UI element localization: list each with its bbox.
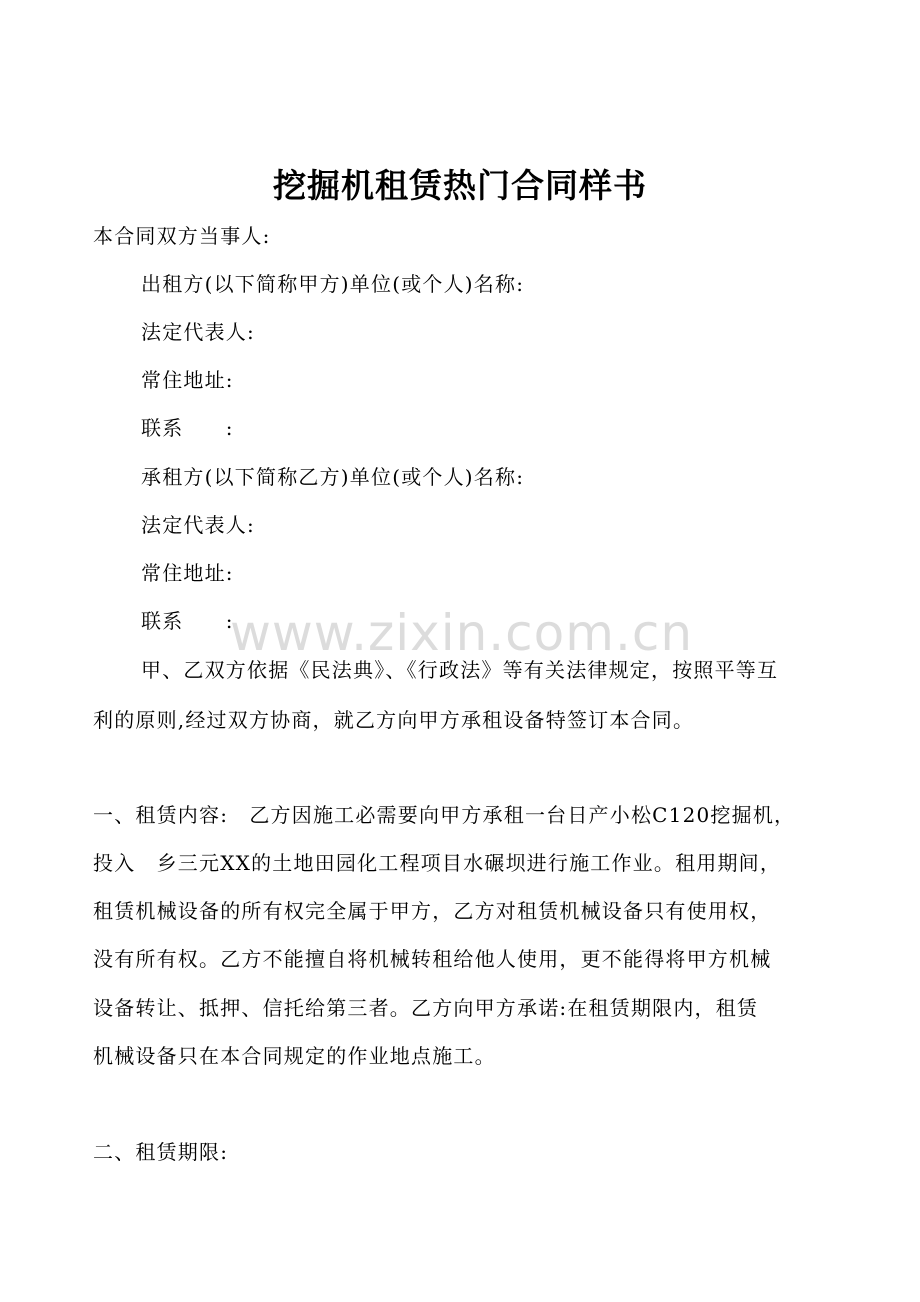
preamble-line: 甲、乙双方依据《民法典》、《行政法》等有关法律规定，按照平等互 [141,658,779,682]
preamble-line: 利的原则,经过双方协商，就乙方向甲方承租设备特签订本合同。 [93,708,695,732]
watermark-text: www.zixin.com.cn [230,604,694,662]
lessee-rep-label: 法定代表人: [141,513,255,537]
section1-line: 租赁机械设备的所有权完全属于甲方，乙方对租赁机械设备只有使用权， [93,899,772,923]
section1-line: 设备转让、抵押、信托给第三者。乙方向甲方承诺:在租赁期限内，租赁 [93,996,759,1020]
parties-intro: 本合同双方当事人: [93,224,271,248]
lessor-address-label: 常住地址: [141,368,234,392]
lessee-contact-label: 联系 : [141,609,234,633]
section1-line: 投入 乡三元XX的土地田园化工程项目水碾坝进行施工作业。租用期间， [93,851,782,875]
lessee-address-label: 常住地址: [141,561,234,585]
lessor-name-label: 出租方(以下简称甲方)单位(或个人)名称: [141,272,525,296]
lessor-rep-label: 法定代表人: [141,320,255,344]
lessee-name-label: 承租方(以下简称乙方)单位(或个人)名称: [141,465,525,489]
section1-line: 一、租赁内容: 乙方因施工必需要向甲方承租一台日产小松C120挖掘机， [93,803,796,827]
lessor-contact-label: 联系 : [141,416,234,440]
document-title: 挖掘机租赁热门合同样书 [273,166,647,205]
section1-line: 机械设备只在本合同规定的作业地点施工。 [93,1044,496,1068]
section1-line: 没有所有权。乙方不能擅自将机械转租给他人使用，更不能得将甲方机械 [93,947,772,971]
section2-heading: 二、租赁期限: [93,1140,229,1164]
